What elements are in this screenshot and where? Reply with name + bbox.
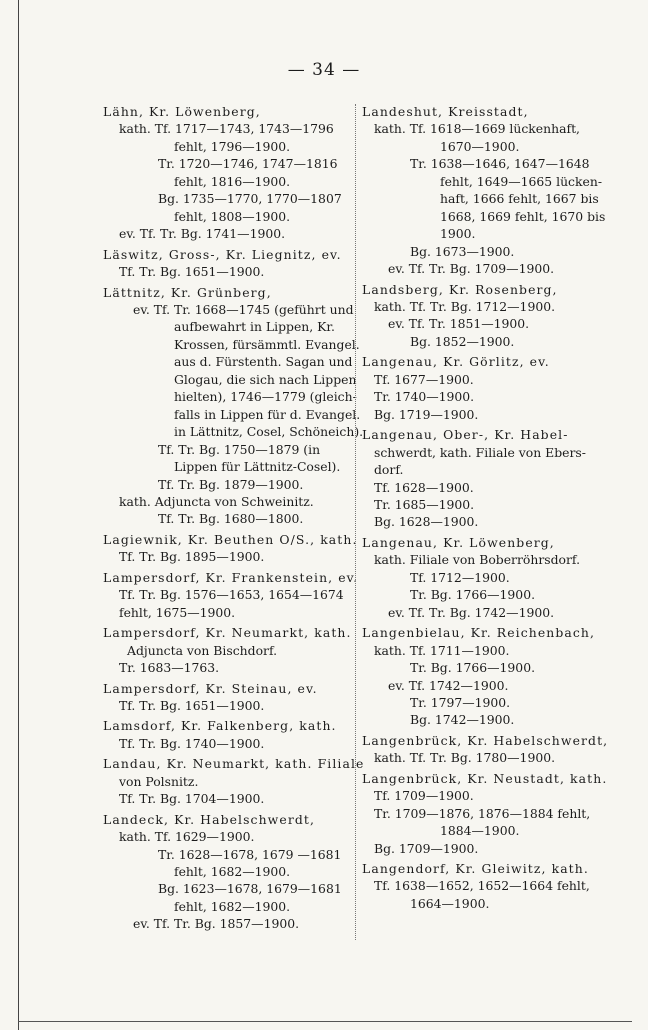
register-entry <box>103 717 353 752</box>
entry-heading: Lampersdorf, Kr. Steinau, ev. <box>103 680 318 696</box>
page-bottom-edge <box>18 1021 632 1022</box>
register-entry <box>362 624 614 729</box>
entry-line: fehlt, 1796—1900. <box>174 138 291 154</box>
entry-line: Bg. 1735—1770, 1770—1807 <box>158 191 342 207</box>
entry-line: 1884—1900. <box>440 823 520 839</box>
entry-line: Krossen, fürsämmtl. Evangel. <box>174 336 360 352</box>
entry-line: ev. Tf. 1742—1900. <box>388 677 509 693</box>
entry-line: schwerdt, kath. Filiale von Ebers- <box>374 444 586 460</box>
entry-line: Tr. 1740—1900. <box>374 389 475 405</box>
register-entry <box>362 732 614 767</box>
entry-line: Bg. 1742—1900. <box>410 712 515 728</box>
entry-line: ev. Tf. Tr. Bg. 1857—1900. <box>133 916 300 932</box>
entry-line: Tr. 1628—1678, 1679 —1681 <box>158 846 342 862</box>
entry-line: Tf. Tr. Bg. 1651—1900. <box>119 697 265 713</box>
entry-line: aus d. Fürstenth. Sagan und <box>174 354 353 370</box>
right-column <box>362 103 614 915</box>
register-entry <box>103 103 353 243</box>
entry-line: fehlt, 1816—1900. <box>174 173 291 189</box>
entry-heading: Läswitz, Gross-, Kr. Liegnitz, ev. <box>103 246 342 262</box>
entry-line: Tf. Tr. Bg. 1576—1653, 1654—1674 <box>119 587 344 603</box>
entry-line: Tf. Tr. Bg. 1879—1900. <box>158 476 304 492</box>
entry-line: Tf. 1712—1900. <box>410 569 510 585</box>
entry-heading: Langenbrück, Kr. Neustadt, kath. <box>362 770 608 786</box>
entry-line: dorf. <box>374 462 404 478</box>
register-entry <box>362 281 614 351</box>
entry-line: 1664—1900. <box>410 895 490 911</box>
entry-line: fehlt, 1682—1900. <box>174 864 291 880</box>
entry-line: Bg. 1628—1900. <box>374 514 479 530</box>
entry-heading: Lamsdorf, Kr. Falkenberg, kath. <box>103 718 337 734</box>
left-column <box>103 103 365 936</box>
register-entry <box>362 426 614 531</box>
entry-line: Glogau, die sich nach Lippen <box>174 371 357 387</box>
register-entry <box>362 103 614 278</box>
entry-line: Tf. Tr. Bg. 1651—1900. <box>119 264 265 280</box>
register-entry <box>103 680 353 715</box>
entry-line: haft, 1666 fehlt, 1667 bis <box>440 191 599 207</box>
entry-heading: Landeck, Kr. Habelschwerdt, <box>103 811 315 827</box>
entry-line: hielten), 1746—1779 (gleich- <box>174 389 357 405</box>
register-entry <box>103 755 365 807</box>
register-entry <box>362 860 614 912</box>
entry-line: fehlt, 1675—1900. <box>119 604 236 620</box>
entry-heading: Lampersdorf, Kr. Neumarkt, kath. <box>103 625 352 641</box>
entry-line: Bg. 1719—1900. <box>374 406 479 422</box>
entry-line: Tf. 1628—1900. <box>374 479 474 495</box>
entry-line: ev. Tf. Tr. 1851—1900. <box>388 316 530 332</box>
entry-line: ev. Tf. Tr. Bg. 1741—1900. <box>119 226 286 242</box>
entry-line: kath. Tf. 1711—1900. <box>374 642 510 658</box>
entry-line: kath. Tf. 1618—1669 lückenhaft, <box>374 121 580 137</box>
entry-line: Tr. 1683—1763. <box>119 660 220 676</box>
register-entry <box>362 353 614 423</box>
entry-line: kath. Filiale von Boberröhrsdorf. <box>374 552 581 568</box>
entry-heading: Langenau, Kr. Löwenberg, <box>362 534 555 550</box>
register-entry <box>103 569 359 621</box>
register-entry <box>103 531 358 566</box>
entry-line: Tf. Tr. Bg. 1895—1900. <box>119 549 265 565</box>
entry-line: Tf. Tr. Bg. 1704—1900. <box>119 791 265 807</box>
entry-line: kath. Tf. 1717—1743, 1743—1796 <box>119 121 334 137</box>
register-entry <box>362 534 614 621</box>
entry-heading: Lättnitz, Kr. Grünberg, <box>103 284 272 300</box>
entry-heading: Landeshut, Kreisstadt, <box>362 104 529 119</box>
entry-line: in Lättnitz, Cosel, Schöneich). <box>174 424 364 440</box>
entry-heading: Lampersdorf, Kr. Frankenstein, ev. <box>103 569 359 585</box>
column-divider <box>355 104 357 940</box>
entry-line: Tf. Tr. Bg. 1740—1900. <box>119 735 265 751</box>
entry-line: kath. Tf. 1629—1900. <box>119 829 255 845</box>
entry-heading: Langenbielau, Kr. Reichenbach, <box>362 625 596 641</box>
entry-line: falls in Lippen für d. Evangel. <box>174 406 361 422</box>
entry-line: kath. Tf. Tr. Bg. 1780—1900. <box>374 750 556 766</box>
entry-line: fehlt, 1808—1900. <box>174 208 291 224</box>
entry-heading: Langenbrück, Kr. Habelschwerdt, <box>362 732 609 748</box>
entry-line: Tf. Tr. Bg. 1750—1879 (in <box>158 441 321 457</box>
entry-line: 1900. <box>440 226 476 242</box>
page-left-edge <box>18 0 19 1030</box>
entry-line: ev. Tf. Tr. Bg. 1742—1900. <box>388 604 555 620</box>
entry-line: kath. Tf. Tr. Bg. 1712—1900. <box>374 298 556 314</box>
entry-line: 1668, 1669 fehlt, 1670 bis <box>440 208 606 224</box>
entry-line: Bg. 1709—1900. <box>374 840 479 856</box>
entry-line: Bg. 1852—1900. <box>410 333 515 349</box>
entry-line: fehlt, 1649—1665 lücken- <box>440 173 603 189</box>
entry-heading: Landsberg, Kr. Rosenberg, <box>362 281 558 297</box>
entry-line: Bg. 1673—1900. <box>410 243 515 259</box>
entry-heading: Langendorf, Kr. Gleiwitz, kath. <box>362 861 589 877</box>
register-entry <box>362 770 614 857</box>
entry-line: Tr. 1685—1900. <box>374 496 475 512</box>
page-number: — 34 — <box>287 60 361 80</box>
entry-line: Tf. 1677—1900. <box>374 371 474 387</box>
entry-line: aufbewahrt in Lippen, Kr. <box>174 319 335 335</box>
entry-heading: Lagiewnik, Kr. Beuthen O/S., kath. <box>103 531 358 547</box>
entry-line: ev. Tf. Tr. 1668—1745 (geführt und <box>133 301 354 317</box>
entry-heading: Langenau, Kr. Görlitz, ev. <box>362 354 550 370</box>
register-entry <box>103 624 353 676</box>
entry-line: Tf. 1709—1900. <box>374 788 474 804</box>
entry-line: Tr. 1709—1876, 1876—1884 fehlt, <box>374 805 591 821</box>
entry-line: von Polsnitz. <box>119 773 199 789</box>
entry-line: Tf. 1638—1652, 1652—1664 fehlt, <box>374 878 590 894</box>
entry-line: Tr. 1638—1646, 1647—1648 <box>410 156 590 172</box>
entry-line: Adjuncta von Bischdorf. <box>127 642 278 658</box>
entry-heading: Lähn, Kr. Löwenberg, <box>103 104 261 119</box>
entry-line: Lippen für Lättnitz-Cosel). <box>174 459 341 475</box>
register-entry <box>103 246 353 281</box>
entry-line: kath. Adjuncta von Schweinitz. <box>119 493 314 509</box>
entry-line: fehlt, 1682—1900. <box>174 898 291 914</box>
entry-line: Tr. 1797—1900. <box>410 694 511 710</box>
entry-heading: Langenau, Ober-, Kr. Habel- <box>362 427 569 443</box>
entry-line: Tf. Tr. Bg. 1680—1800. <box>158 511 304 527</box>
entry-heading: Landau, Kr. Neumarkt, kath. Filiale <box>103 756 365 772</box>
entry-line: Tr. Bg. 1766—1900. <box>410 587 536 603</box>
register-entry <box>103 811 353 933</box>
entry-line: Tr. Bg. 1766—1900. <box>410 660 536 676</box>
entry-line: ev. Tf. Tr. Bg. 1709—1900. <box>388 261 555 277</box>
entry-line: Tr. 1720—1746, 1747—1816 <box>158 156 338 172</box>
register-entry <box>103 284 364 528</box>
entry-line: 1670—1900. <box>440 138 520 154</box>
entry-line: Bg. 1623—1678, 1679—1681 <box>158 881 342 897</box>
